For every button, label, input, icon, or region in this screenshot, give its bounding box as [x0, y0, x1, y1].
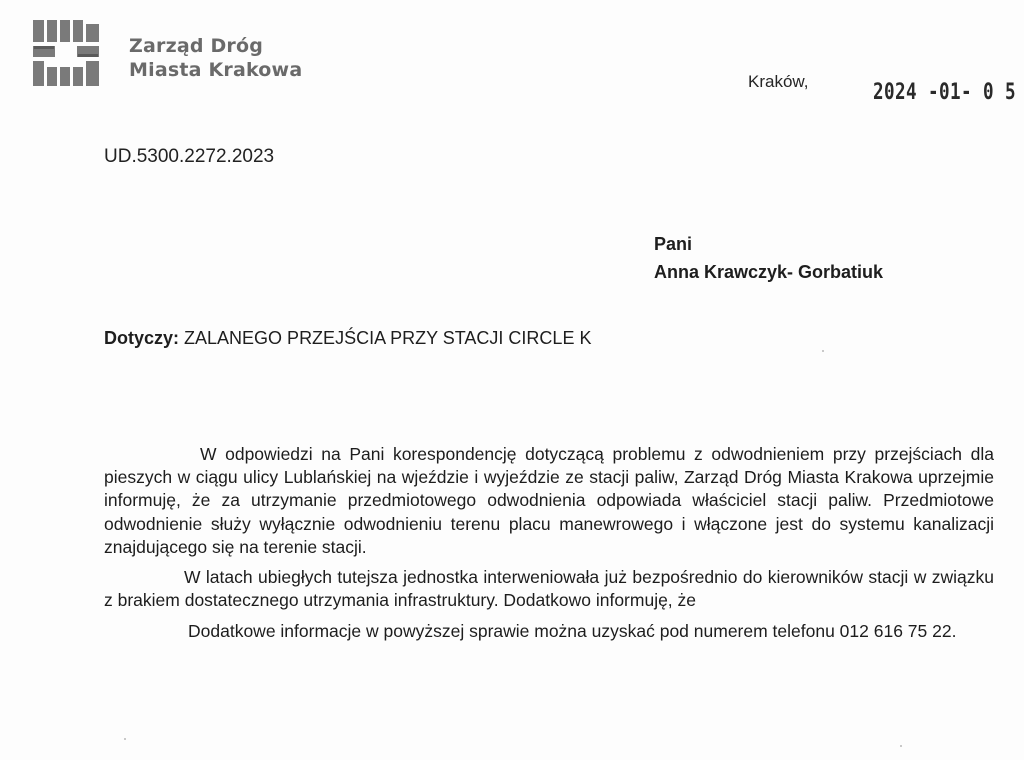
scan-speck: [822, 350, 824, 352]
place-name: Kraków,: [748, 72, 809, 91]
body-paragraph-3: Dodatkowe informacje w powyższej sprawie można uzyskać pod numerem telefonu 012 616 75 22.: [188, 621, 957, 642]
scan-speck: [900, 745, 902, 747]
org-name-line-1: Zarząd Dróg: [129, 35, 264, 57]
reference-number: UD.5300.2272.2023: [104, 146, 275, 167]
org-name-line-2: Miasta Krakowa: [129, 59, 303, 81]
subject-line: [104, 328, 591, 349]
date-stamp: 2024 -01- 0 5: [873, 80, 1016, 105]
addressee-title: Pani: [654, 234, 693, 254]
subject-label: Dotyczy:: [104, 328, 180, 348]
letter-body: [104, 443, 994, 644]
zdmk-logo-icon: [33, 20, 99, 90]
subject-text: ZALANEGO PRZEJŚCIA PRZY STACJI CIRCLE K: [184, 328, 592, 348]
body-paragraph-1: W odpowiedzi na Pani korespondencję dotyczącą problemu z odwodnieniem przy przejściach dla pieszych w ciągu ulicy Lublańskiej na wjeździe i wyjeździe ze stacji paliw, Zarząd Dróg Miasta Krakowa uprzejmie informuję, że za utrzymanie przedmiotowego odwodnienia odpowiada właściciel stacji paliw. Przedmiotowe odwodnienie służy wyłącznie odwodnieniu terenu placu manewrowego i włączone jest do systemu kanalizacji znajdującego się na terenie stacji.: [104, 444, 994, 557]
body-paragraph-2: W latach ubiegłych tutejsza jednostka interweniowała już bezpośrednio do kierowników stacji w związku z brakiem dostatecznego utrzymania infrastruktury. Dodatkowo informuję, że: [104, 567, 994, 611]
scan-speck: [124, 738, 126, 740]
addressee-block: [654, 230, 883, 286]
addressee-name: Anna Krawczyk- Gorbatiuk: [654, 262, 884, 282]
organization-name: [129, 34, 302, 82]
